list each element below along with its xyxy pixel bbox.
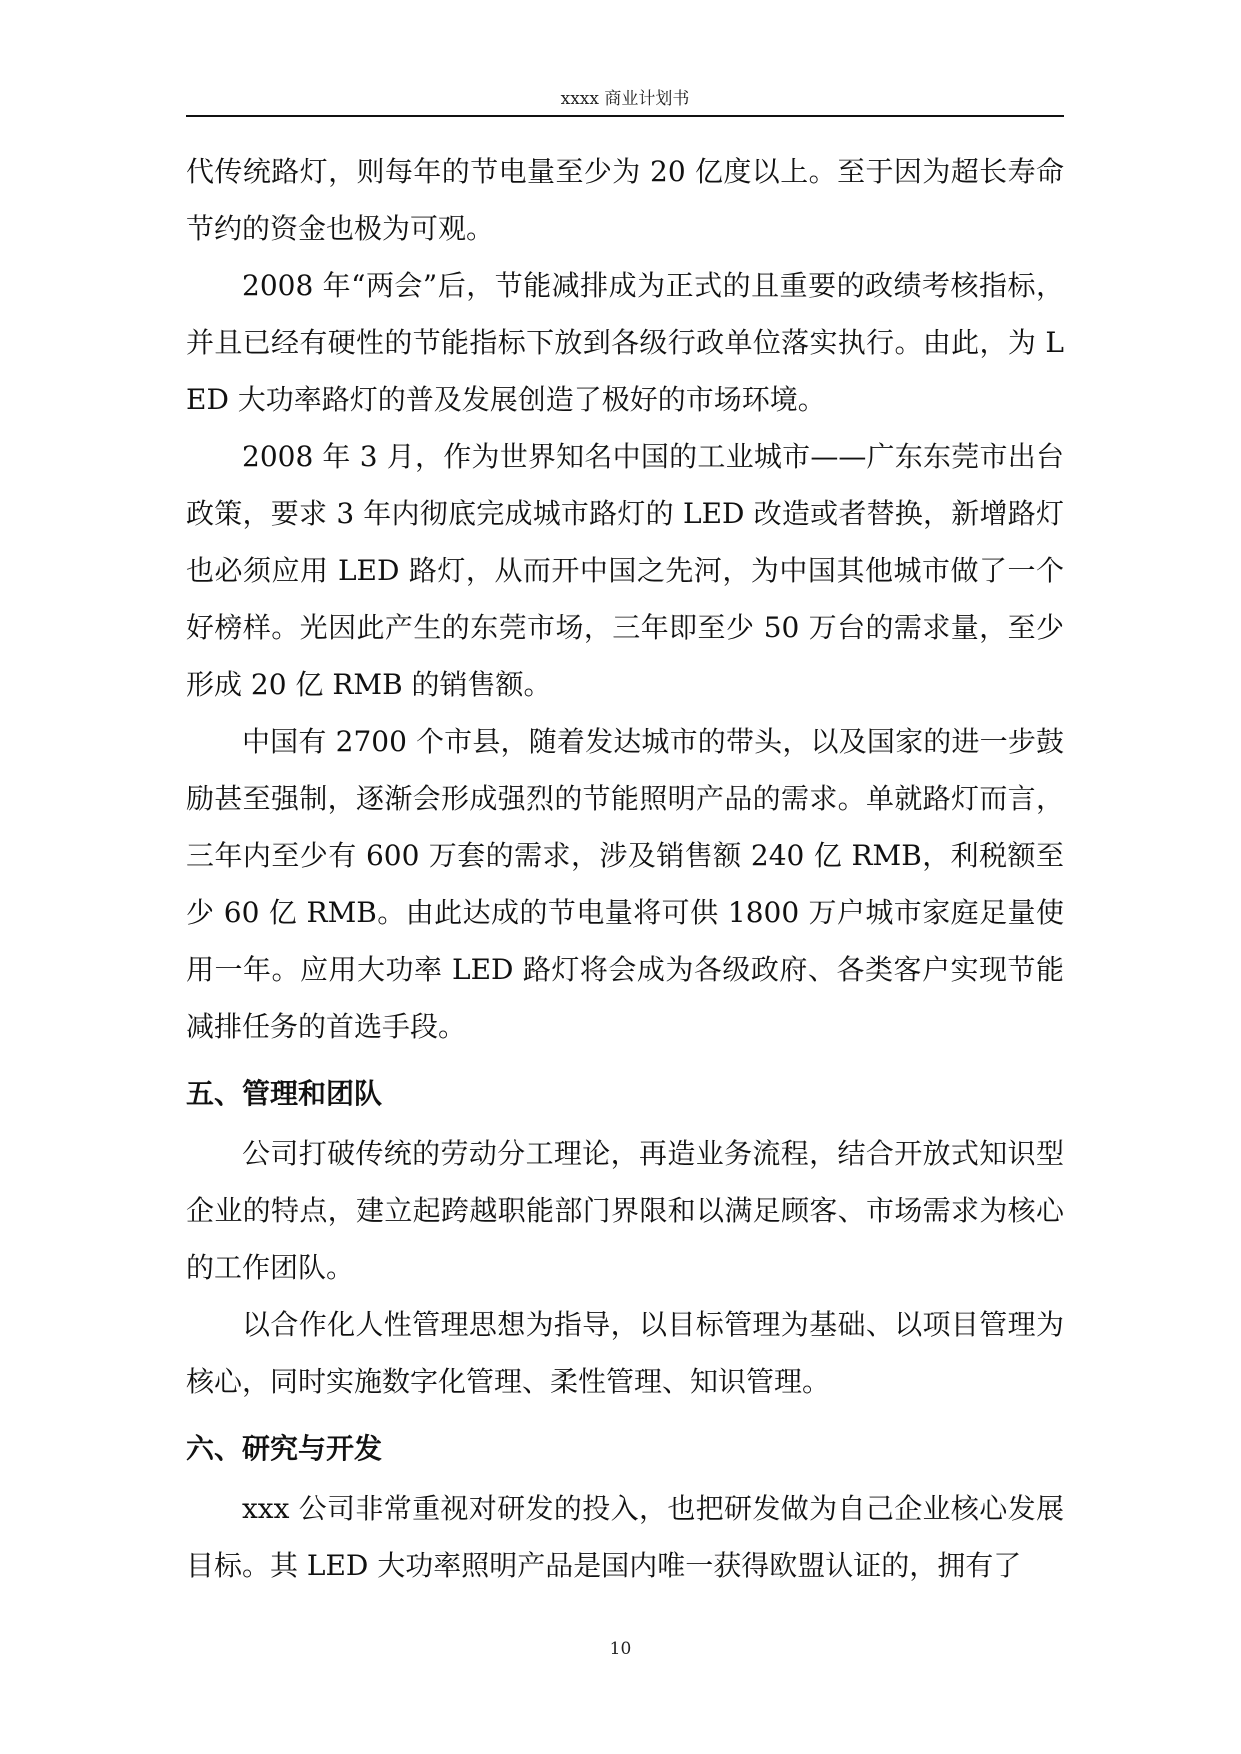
header-rule	[186, 115, 1064, 117]
paragraph-two-sessions: 2008 年“两会”后，节能减排成为正式的且重要的政绩考核指标，并且已经有硬性的节能指标下放到各级行政单位落实执行。由此，为 LED 大功率路灯的普及发展创造了极好的市场环境。	[186, 269, 1064, 416]
section-heading-rnd: 六、研究与开发	[186, 1432, 383, 1465]
paragraph-china-market: 中国有 2700 个市县，随着发达城市的带头，以及国家的进一步鼓励甚至强制，逐渐会形成强烈的节能照明产品的需求。单就路灯而言，三年内至少有 600 万套的需求，涉及销售额 240 亿 RMB，利税额至少 60 亿 RMB。由此达成的节电量将可供 1800 万户城市家庭足量使用一年。应用大功率 LED 路灯将会成为各级政府、各类客户实现节能减排任务的首选手段。	[186, 725, 1064, 1043]
running-header: xxxx 商业计划书	[560, 89, 690, 109]
document-body	[186, 143, 1064, 1594]
paragraph-continuation: 代传统路灯，则每年的节电量至少为 20 亿度以上。至于因为超长寿命节约的资金也极为可观。	[186, 155, 1064, 245]
paragraph-team: 公司打破传统的劳动分工理论，再造业务流程，结合开放式知识型企业的特点，建立起跨越职能部门界限和以满足顾客、市场需求为核心的工作团队。	[186, 1137, 1064, 1284]
paragraph-dongguan: 2008 年 3 月，作为世界知名中国的工业城市——广东东莞市出台政策，要求 3 年内彻底完成城市路灯的 LED 改造或者替换，新增路灯也必须应用 LED 路灯，从而开中国之先河，为中国其他城市做了一个好榜样。光因此产生的东莞市场，三年即至少 50 万台的需求量，至少形成 20 亿 RMB 的销售额。	[186, 440, 1064, 701]
page-number: 10	[609, 1639, 632, 1659]
section-heading-management: 五、管理和团队	[186, 1077, 383, 1110]
paragraph-management-method: 以合作化人性管理思想为指导，以目标管理为基础、以项目管理为核心，同时实施数字化管理、柔性管理、知识管理。	[186, 1308, 1064, 1398]
paragraph-rnd: xxx 公司非常重视对研发的投入，也把研发做为自己企业核心发展目标。其 LED 大功率照明产品是国内唯一获得欧盟认证的，拥有了	[186, 1492, 1064, 1582]
